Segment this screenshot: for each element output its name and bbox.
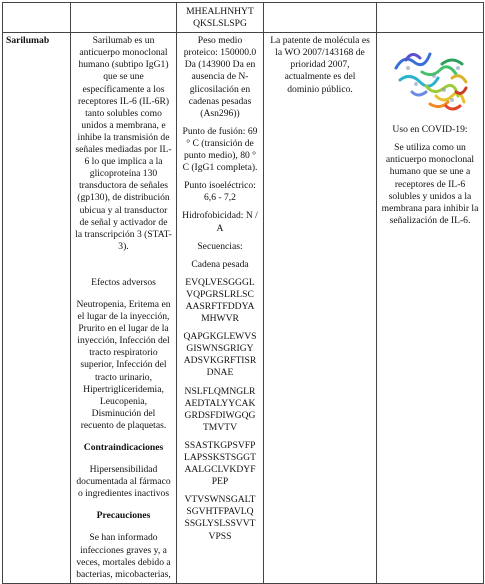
sequence-line: QAPGKGLEWVS [183,331,257,343]
sequence-line: VQPGRSLRLSC [186,288,254,300]
sequence-block [181,331,259,379]
sequence-line: GRDSFDIWGQG [184,409,256,421]
isoelectric-point: Punto isoeléctrico: 6,6 - 7,2 [184,180,256,204]
sequence-line: NSLFLQMNGLR [184,385,256,397]
sequence-line: MHEALHNHYT [186,6,254,17]
drug-description: Sarilumab es un anticuerpo monoclonal humano (subtipo IgG1) que se une específicamente a los receptores IL-6 (IL-6R) tanto solubles como unidos a membrana, e inhibe la transmisión de señales mediadas por IL-6 lo que implica a la glicoproteína 130 transductora de señales (gp130), de distribución ubicua y al transductor de señal y activador de la transcripción 3 (STAT-3). [75,35,172,252]
contraindications-text: Hipersensibilidad documentada al fármaco o ingredientes inactivos [76,464,171,500]
cell-empty [3,3,71,33]
contraindications-title: Contraindicaciones [83,442,164,453]
sequence-line: MHWVR [201,313,239,325]
protein-structure-image [386,38,474,118]
hydrophobicity: Hidrofobicidad: N / A [182,210,258,234]
drug-table [2,2,484,584]
sequence-line: SSASTKGPSVFP [184,439,256,451]
heavy-chain-title: Cadena pesada [191,258,249,270]
molecular-weight: Peso medio proteico: 150000.0 Da (143900 Da en ausencia de N-glicosilación en cadenas pesadas (Asn296)) [183,35,257,119]
table-row-previous [3,3,484,33]
patent-cell [264,33,377,584]
sequences-title: Secuencias: [197,240,243,252]
sequence-line: QKSLSLSPG [193,18,247,30]
sequence-line: SGVHTFPAVLQ [186,506,254,518]
precautions-title: Precauciones [96,510,151,522]
sequence-line: DNAE [206,367,234,379]
adverse-effects-title: Efectos adversos [91,276,156,288]
sequence-line: TMVTV [202,421,238,433]
melting-point: Punto de fusión: 69 ° C (transición de punto medio), 80 ° C (IgG1 completa). [182,125,258,174]
cell-empty [377,3,484,33]
sequence-line: AEDTALYYCAK [184,397,256,409]
covid-use-title: Uso en COVID-19: [392,124,468,136]
table-row-sarilumab [3,33,484,584]
sequence-line: AALGCLVKDYF [184,464,256,476]
sequence-line: EVQLVESGGGL [185,276,255,288]
description-cell [71,33,177,584]
drug-name: Sarilumab [6,35,50,47]
sequence-line: PEP [211,476,229,488]
properties-cell [177,33,264,584]
patent-text: La patente de molécula es la WO 2007/143168 de prioridad 2007, actualmente es del dominio público. [270,35,370,95]
sequence-line: LAPSSKSTSGGT [184,452,256,463]
sequence-line: AASRFTFDDYA [185,300,255,312]
sequence-block [181,386,259,434]
sequence-line: SSGLYSLSSVVT [184,518,256,530]
adverse-effects-text: Neutropenia, Eritema en el lugar de la inyección, Prurito en el lugar de la inyección, Infección del tracto respiratorio superior, Infección del tracto urinario, Hipertrigliceridemia, Leucopenia, Disminución del recuento de plaquetas. [76,298,171,431]
sequence-line: GISWNSGRIGY [186,343,254,355]
sequence-block [181,277,259,325]
use-cell [377,33,484,584]
drug-name-cell [3,33,71,584]
sequence-line: VTVSWNSGALT [184,494,256,506]
sequence-tail-cell [177,3,264,33]
covid-use-text: Se utiliza como un anticuerpo monoclonal humano que se une a receptores de IL-6 solubles y unidos a la membrana para inhibir la señalización de IL-6. [381,142,479,226]
sequence-block [181,494,259,542]
cell-empty [264,3,377,33]
cell-empty [71,3,177,33]
precautions-text: Se han informado infecciones graves y, a veces, mortales debido a bacterias, micobacterias, [76,532,171,580]
sequence-line: ADSVKGRFTISR [183,355,257,367]
sequence-line: VPSS [208,530,232,542]
sequence-block [181,440,259,488]
